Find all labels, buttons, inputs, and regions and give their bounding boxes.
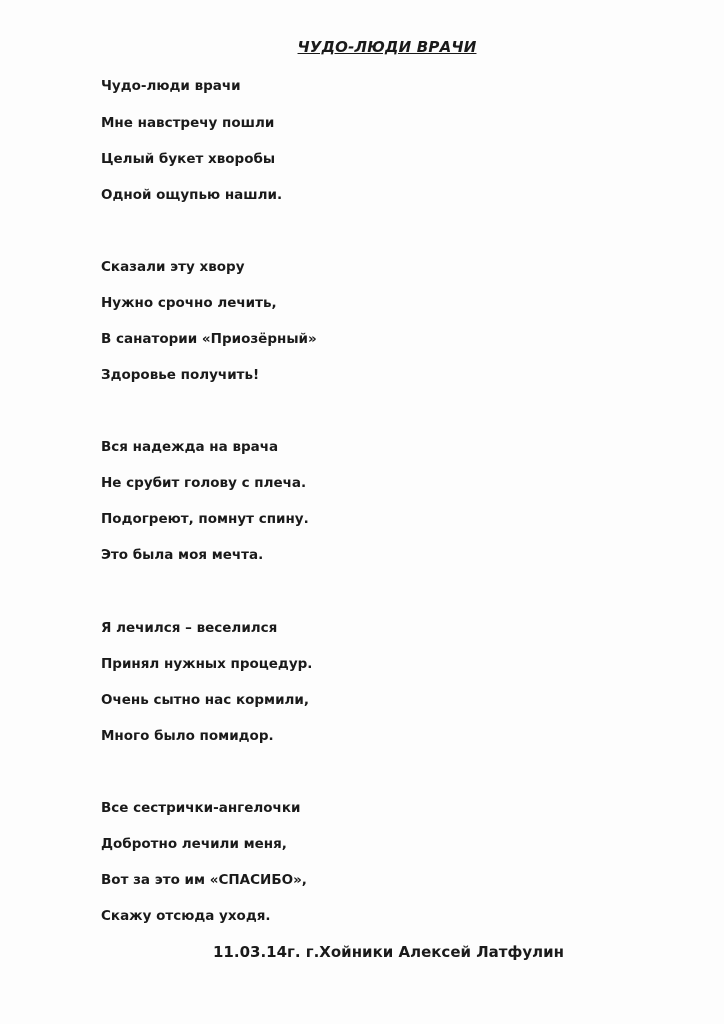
author-signature: 11.03.14г. г.Хойники Алексей Латфулин	[213, 943, 565, 961]
stanza-2-line-3: В санатории «Приозёрный»	[101, 331, 317, 347]
stanza-3-line-3: Подогреют, помнут спину.	[101, 511, 309, 527]
stanza-4-line-1: Я лечился – веселился	[101, 620, 278, 636]
stanza-4-line-2: Принял нужных процедур.	[101, 656, 313, 672]
stanza-5-line-4: Скажу отсюда уходя.	[101, 908, 271, 924]
stanza-3-line-2: Не срубит голову с плеча.	[101, 475, 307, 491]
stanza-5-line-2: Добротно лечили меня,	[101, 836, 287, 852]
stanza-4-line-4: Много было помидор.	[101, 728, 274, 744]
stanza-3-line-1: Вся надежда на врача	[101, 439, 279, 455]
stanza-4-line-3: Очень сытно нас кормили,	[101, 692, 310, 708]
poem-title: ЧУДО-ЛЮДИ ВРАЧИ	[297, 38, 477, 56]
stanza-2-line-4: Здоровье получить!	[101, 367, 260, 383]
stanza-1-line-1: Чудо-люди врачи	[101, 78, 241, 94]
stanza-2-line-2: Нужно срочно лечить,	[101, 295, 277, 311]
stanza-5-line-1: Все сестрички-ангелочки	[101, 800, 301, 816]
stanza-3-line-4: Это была моя мечта.	[101, 547, 264, 563]
stanza-2-line-1: Сказали эту хвору	[101, 259, 245, 275]
stanza-1-line-3: Целый букет хворобы	[101, 151, 276, 167]
stanza-1-line-4: Одной ощупью нашли.	[101, 187, 283, 203]
stanza-5-line-3: Вот за это им «СПАСИБО»,	[101, 872, 307, 888]
stanza-1-line-2: Мне навстречу пошли	[101, 115, 275, 131]
